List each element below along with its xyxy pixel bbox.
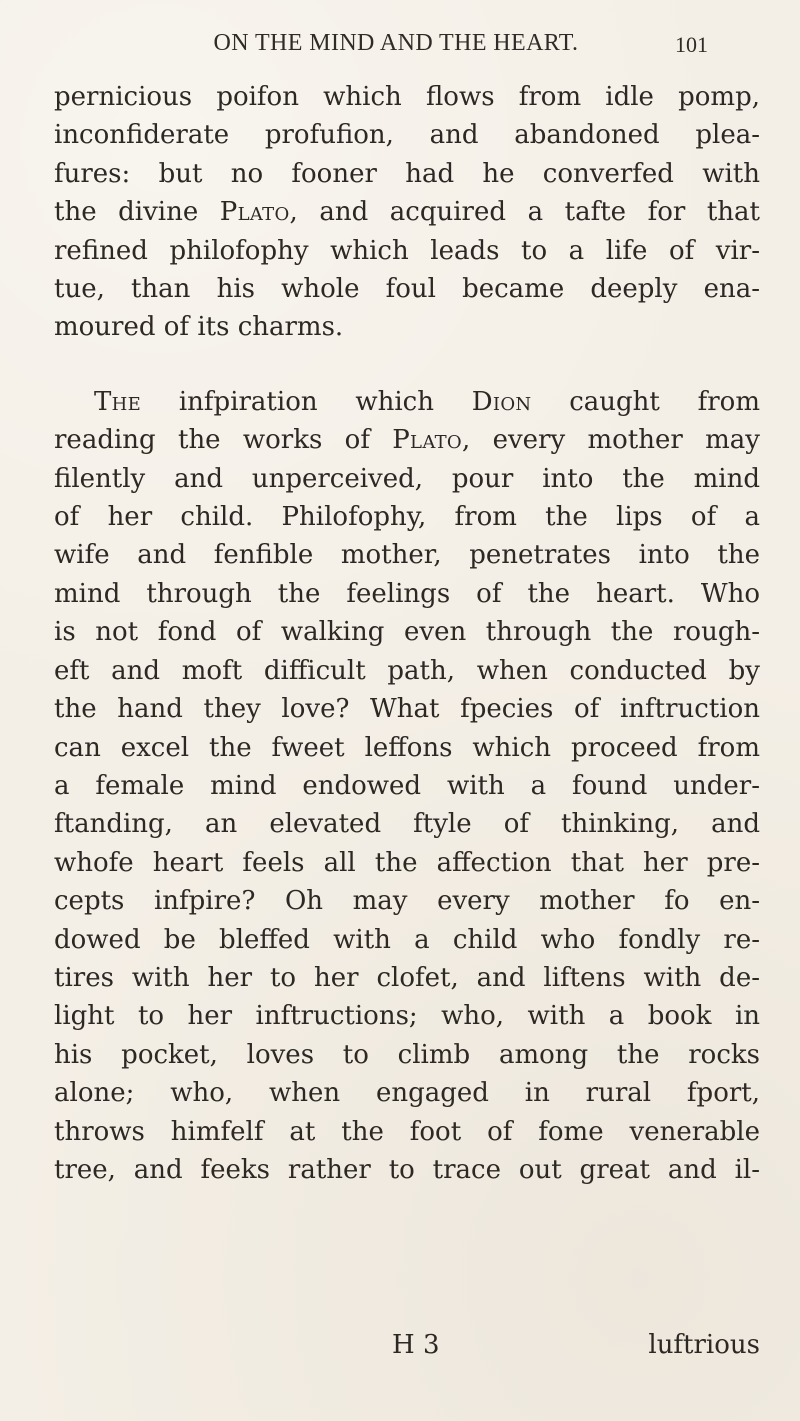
text-line: mind through the feelings of the heart. Who <box>54 578 760 609</box>
running-title: ON THE MIND AND THE HEART. <box>213 30 579 56</box>
opening-word: The <box>94 386 142 417</box>
text-line: the hand they love? What fpecies of inftruction <box>54 694 760 725</box>
text-line <box>54 421 760 459</box>
text-line: tree, and feeks rather to trace out great and il- <box>54 1154 760 1185</box>
text-line: can excel the fweet leffons which proceed from <box>54 732 760 763</box>
text-line: filently and unperceived, pour into the mind <box>54 463 760 494</box>
text-fragment: caught from <box>531 386 760 417</box>
text-fragment: , every mother may <box>462 425 760 456</box>
name-plato: Plato <box>392 425 462 456</box>
page-number: 101 <box>675 32 708 57</box>
text-fragment: reading the works of <box>54 425 393 456</box>
text-line: tue, than his whole foul became deeply ena- <box>54 274 760 305</box>
text-line <box>54 193 760 231</box>
text-fragment: the divine <box>54 197 220 228</box>
body-text <box>54 78 760 1189</box>
running-head <box>104 30 708 68</box>
signature-mark: H 3 <box>392 1330 440 1360</box>
text-fragment: infpiration which <box>141 386 472 417</box>
text-line: fures: but no fooner had he converfed with <box>54 158 760 189</box>
text-fragment: , and acquired a tafte for that <box>289 197 760 228</box>
text-line: eft and moft difficult path, when conducted by <box>54 655 760 686</box>
text-line: tires with her to her clofet, and liftens with de- <box>54 962 760 993</box>
text-line: moured of its charms. <box>54 312 344 343</box>
page-footer <box>54 1330 760 1370</box>
text-line <box>54 383 760 421</box>
text-line: refined philofophy which leads to a life of vir- <box>54 235 760 266</box>
name-dion: Dion <box>471 386 532 417</box>
text-line: wife and fenfible mother, penetrates into the <box>54 540 760 571</box>
text-line: light to her inftructions; who, with a book in <box>54 1001 760 1032</box>
text-line: of her child. Philofophy, from the lips of a <box>54 502 760 533</box>
text-line: is not fond of walking even through the rough- <box>54 617 760 648</box>
text-line: throws himfelf at the foot of fome venerable <box>54 1116 760 1147</box>
text-line: dowed be bleffed with a child who fondly re- <box>54 924 760 955</box>
text-line: ftanding, an elevated ftyle of thinking, and <box>54 809 760 840</box>
name-plato: Plato <box>219 197 290 228</box>
paragraph-1 <box>54 78 760 347</box>
text-line: alone; who, when engaged in rural fport, <box>54 1078 760 1109</box>
catchword: luftrious <box>648 1330 760 1360</box>
text-line: cepts infpire? Oh may every mother fo en- <box>54 886 760 917</box>
text-line: whofe heart feels all the affection that her pre- <box>54 847 760 878</box>
paragraph-2 <box>54 383 760 1190</box>
text-line: pernicious poifon which flows from idle pomp, <box>54 82 760 112</box>
paragraph-gap <box>54 347 760 383</box>
text-line: his pocket, loves to climb among the rocks <box>54 1039 760 1070</box>
text-line: a female mind endowed with a found under- <box>54 770 760 801</box>
text-line: inconfiderate profufion, and abandoned plea- <box>54 120 760 151</box>
